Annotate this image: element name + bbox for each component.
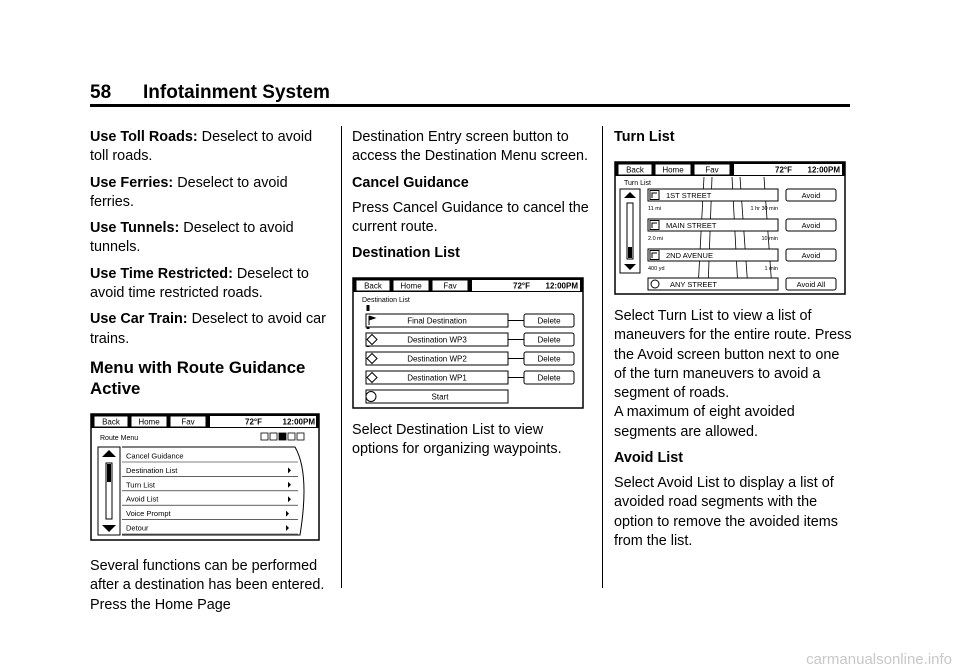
street-name: MAIN STREET bbox=[666, 221, 717, 230]
heading-destination-list: Destination List bbox=[352, 245, 460, 262]
destination-entry-paragraph: Destination Entry screen button to access the Destination Menu screen. bbox=[352, 129, 588, 165]
turn-list-screen bbox=[614, 161, 852, 301]
destination-row bbox=[366, 333, 574, 346]
back-button: Back bbox=[364, 281, 382, 291]
back-button: Back bbox=[626, 165, 644, 175]
delete-button: Delete bbox=[537, 373, 561, 383]
home-button: Home bbox=[400, 281, 422, 291]
turn-time: 1 min bbox=[764, 266, 778, 272]
page-title: Infotainment System bbox=[143, 82, 330, 103]
heading-avoid-list: Avoid List bbox=[614, 450, 684, 467]
start-icon bbox=[366, 392, 376, 402]
fav-button: Fav bbox=[705, 165, 719, 175]
clock: 12:00PM bbox=[545, 281, 578, 291]
option-time-restricted: Use Time Restricted: Deselect to avoid time restricted roads. bbox=[90, 265, 309, 302]
destination-row bbox=[366, 352, 574, 365]
route-menu-item-label: Detour bbox=[126, 523, 149, 533]
screen-title: Turn List bbox=[624, 180, 651, 187]
destination-row bbox=[366, 314, 574, 327]
destination-label: Destination WP3 bbox=[407, 335, 467, 345]
option-tunnels: Use Tunnels: Deselect to avoid tunnels. bbox=[90, 220, 294, 256]
option-toll-roads: Use Toll Roads: Deselect to avoid toll roads. bbox=[90, 129, 313, 165]
turn-list-paragraph: Select Turn List to view a list of maneuvers for the entire route. Press the Avoid screen button next to one of the turn maneuvers to avoid a segment of roads. bbox=[614, 308, 852, 402]
column-divider-1 bbox=[341, 126, 342, 588]
column-divider-2 bbox=[602, 126, 603, 588]
cancel-guidance-paragraph: Press Cancel Guidance to cancel the current route. bbox=[352, 199, 589, 235]
temperature: 72°F bbox=[513, 281, 530, 291]
destination-list-paragraph: Select Destination List to view options for organizing waypoints. bbox=[352, 422, 562, 458]
turn-distance: 11 mi bbox=[648, 206, 662, 212]
route-menu-item-label: Destination List bbox=[126, 465, 178, 475]
clock: 12:00PM bbox=[807, 165, 840, 175]
screen-title: Destination List bbox=[362, 297, 410, 305]
turn-time: 1 hr 30 min bbox=[750, 206, 778, 212]
clock: 12:00PM bbox=[282, 417, 315, 427]
avoid-limit-paragraph: A maximum of eight avoided segments are allowed. bbox=[614, 404, 795, 440]
column-1 bbox=[90, 128, 330, 622]
turn-time: 10 min bbox=[761, 236, 778, 242]
heading-turn-list: Turn List bbox=[614, 129, 675, 145]
option-car-train: Use Car Train: Deselect to avoid car trains. bbox=[90, 311, 326, 347]
avoid-button: Avoid bbox=[801, 221, 821, 230]
temperature: 72°F bbox=[245, 417, 262, 427]
route-menu-item-label: Voice Prompt bbox=[126, 509, 171, 519]
route-menu-paragraph: Several functions can be performed after a destination has been entered. Press the Home Page bbox=[90, 557, 325, 613]
scrollbar-thumb bbox=[628, 247, 632, 258]
avoid-button: Avoid bbox=[801, 191, 821, 200]
turn-list bbox=[648, 189, 836, 272]
turn-distance: 400 yd bbox=[648, 266, 665, 272]
turn-arrow-icon bbox=[650, 221, 659, 230]
header-rule bbox=[90, 104, 850, 107]
home-button: Home bbox=[662, 165, 684, 175]
destination-icon bbox=[651, 280, 659, 288]
last-street: ANY STREET bbox=[670, 280, 717, 289]
start-button: Start bbox=[431, 392, 449, 402]
screen-title: Route Menu bbox=[100, 434, 139, 442]
turn-distance: 2.0 mi bbox=[648, 236, 663, 242]
route-menu-item-label: Avoid List bbox=[126, 494, 159, 504]
fav-button: Fav bbox=[181, 417, 195, 427]
section-heading-route-guidance: Menu with Route Guidance Active bbox=[90, 357, 306, 398]
column-2 bbox=[352, 128, 592, 467]
fav-button: Fav bbox=[443, 281, 457, 291]
scrollbar-thumb bbox=[107, 464, 111, 482]
street-name: 1ST STREET bbox=[666, 191, 712, 200]
back-button: Back bbox=[102, 417, 120, 427]
destination-label: Destination WP2 bbox=[407, 354, 467, 364]
option-ferries: Use Ferries: Deselect to avoid ferries. bbox=[90, 174, 288, 210]
temperature: 72°F bbox=[775, 165, 792, 175]
delete-button: Delete bbox=[537, 316, 561, 326]
destination-label: Final Destination bbox=[407, 316, 467, 326]
home-button: Home bbox=[138, 417, 160, 427]
route-menu-item-label: Turn List bbox=[126, 480, 155, 490]
route-menu-screen bbox=[90, 413, 328, 543]
delete-button: Delete bbox=[537, 335, 561, 345]
route-menu-item-label: Cancel Guidance bbox=[126, 451, 184, 461]
turn-arrow-icon bbox=[650, 191, 659, 200]
page-number: 58 bbox=[90, 82, 112, 103]
destination-row bbox=[366, 371, 574, 384]
page-header bbox=[90, 81, 850, 105]
destination-label: Destination WP1 bbox=[407, 373, 467, 383]
column-3 bbox=[614, 128, 854, 558]
avoid-list-paragraph: Select Avoid List to display a list of avoided road segments with the option to remove the avoided items from the list. bbox=[614, 475, 838, 549]
watermark: carmanualsonline.info bbox=[806, 651, 952, 668]
heading-cancel-guidance: Cancel Guidance bbox=[352, 174, 469, 191]
delete-button: Delete bbox=[537, 354, 561, 364]
destination-list-screen bbox=[352, 277, 590, 413]
turn-arrow-icon bbox=[650, 251, 659, 260]
avoid-button: Avoid bbox=[801, 251, 821, 260]
avoid-all-button: Avoid All bbox=[796, 280, 826, 289]
street-name: 2ND AVENUE bbox=[666, 251, 713, 260]
